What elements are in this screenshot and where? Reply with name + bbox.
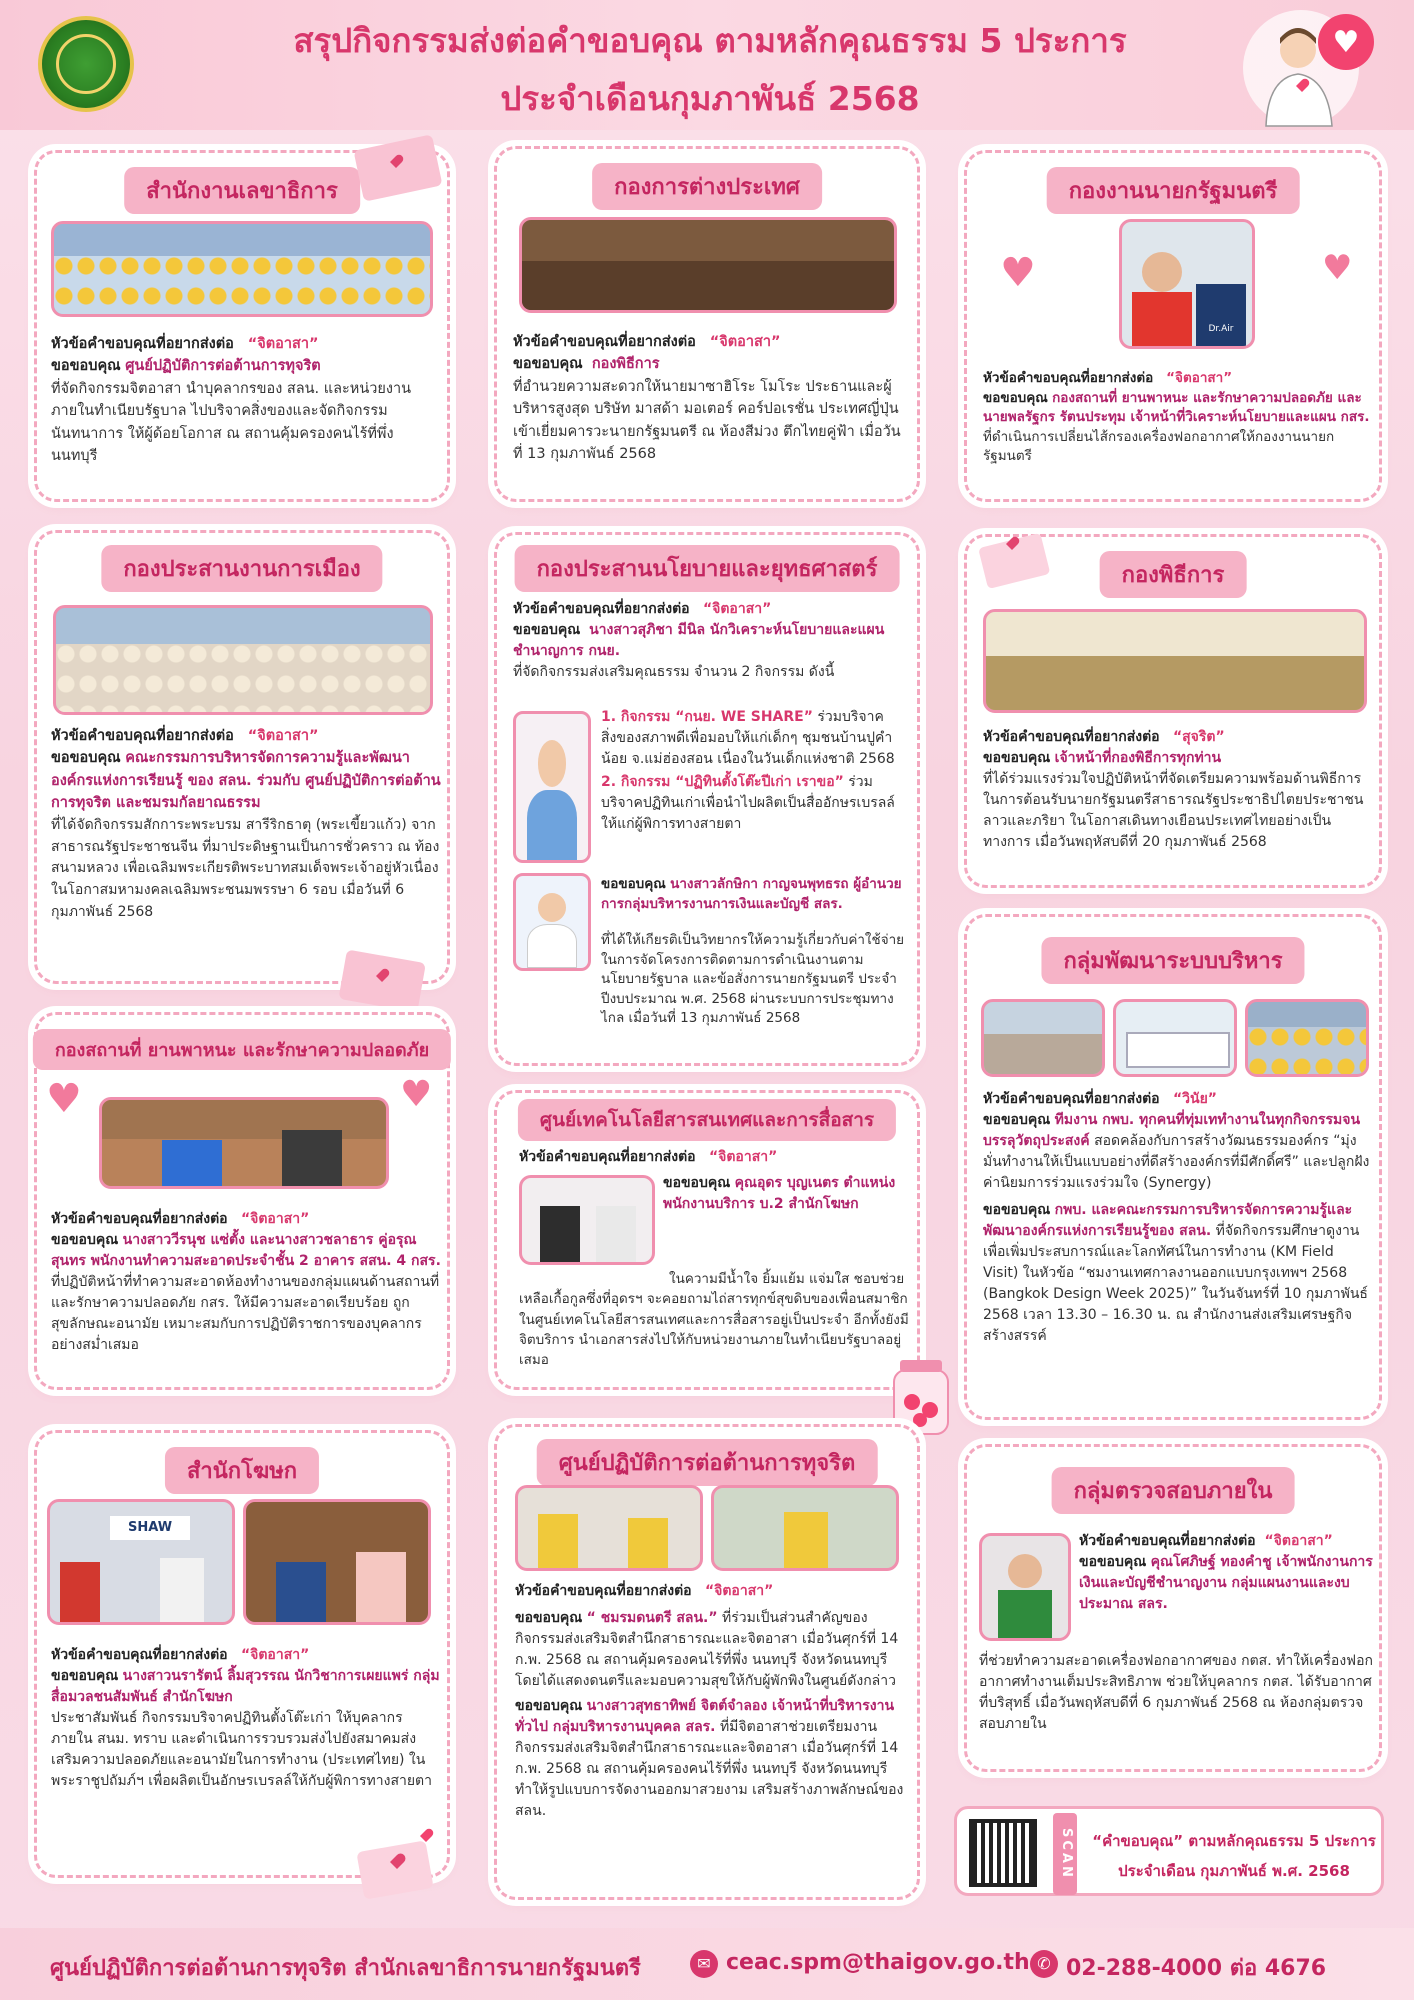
thanks-label: ขอขอบคุณ (513, 356, 583, 373)
topic-label: หัวข้อคำขอบคุณที่อยากส่งต่อ (983, 1091, 1160, 1107)
card-ict (494, 1090, 920, 1390)
heart-icon: ♥ (400, 1074, 433, 1115)
heart-icon: ♥ (1000, 250, 1036, 296)
thanks-to-2: นางสาวสุทธาทิพย์ จิตต์จำลอง เจ้าหน้าที่บริหารงานทั่วไป กลุ่มบริหารงานบุคคล สลร. (515, 1698, 895, 1735)
card-title: กองงานนายกรัฐมนตรี (1047, 167, 1300, 214)
card-premises (34, 1012, 450, 1390)
card-audit (964, 1444, 1382, 1772)
topic-value: “จิตอาสา” (708, 1149, 778, 1165)
thanks-label: ขอขอบคุณ (515, 1698, 583, 1714)
topic-value: “จิตอาสา” (240, 1211, 310, 1227)
portrait-photo (513, 711, 591, 863)
meeting-photo (519, 217, 897, 313)
mail-icon: ✉ (690, 1950, 718, 1978)
heart-icon: ♥ (46, 1076, 82, 1122)
topic-value: “วินัย” (1172, 1091, 1217, 1107)
thanks-to: คณะกรรมการบริหารจัดการความรู้และพัฒนาองค์กรแห่งการเรียนรู้ ของ สลน. ร่วมกับ ศูนย์ปฏิบัติการต่อต้านการทุจริต และชมรมกัลยาณธรรม (51, 750, 441, 812)
item1-body: ร่วมบริจาคสิ่งของสภาพดีเพื่อมอบให้แก่เด็กๆ ชุมชนบ้านปูคำน้อย จ.แม่ฮ่องสอน เนื่องในวันเด็กแห่งชาติ 2568 (601, 709, 895, 767)
topic-label: หัวข้อคำขอบคุณที่อยากส่งต่อ (51, 1211, 228, 1227)
topic-label: หัวข้อคำขอบคุณที่อยากส่งต่อ (1079, 1533, 1256, 1549)
card-secretariat (34, 150, 450, 502)
card-body: ที่จัดกิจกรรมจิตอาสา นำบุคลากรของ สลน. และหน่วยงานภายในทำเนียบรัฐบาล ไปบริจาคสิ่งของและจัดกิจกรรมนันทนาการ ให้ผู้ด้อยโอกาส ณ สถานคุ้มครองคนไร้ที่พึ่ง นนทบุรี (51, 380, 412, 465)
photo-label: Dr.Air (1196, 284, 1246, 348)
topic-value: “จิตอาสา” (704, 1583, 774, 1599)
topic-label: หัวข้อคำขอบคุณที่อยากส่งต่อ (51, 1647, 228, 1663)
card-title: กองประสานงานการเมือง (101, 545, 382, 592)
donation-photo-2 (243, 1499, 431, 1625)
visit-photo-3 (1245, 999, 1369, 1077)
staff-photo (519, 1175, 655, 1265)
topic-label: หัวข้อคำขอบคุณที่อยากส่งต่อ (519, 1149, 696, 1165)
card-body-2: ที่จัดกิจกรรมศึกษาดูงานเพื่อเพิ่มประสบการณ์และโลกทัศน์ในการทำงาน (KM Field Visit) ในหัวข้อ “ชมงานเทศกาลงานออกแบบกรุงเทพฯ 2568 (Bangkok Design Week 2025)” ในวันจันทร์ที่ 10 กุมภาพันธ์ 2568 เวลา 13.30 – 16.30 น. ณ สำนักงานส่งเสริมเศรษฐกิจสร้างสรรค์ (983, 1223, 1368, 1344)
card-title: กลุ่มตรวจสอบภายใน (1052, 1467, 1295, 1514)
card-title: ศูนย์ปฏิบัติการต่อต้านการทุจริต (537, 1439, 878, 1486)
thanks-to-2: นางสาวลักษิกา กาญจนพุทธรถ ผู้อำนวยการกลุ่มบริหารงานการเงินและบัญชี สลร. (601, 876, 902, 912)
thanks-label: ขอขอบคุณ (983, 389, 1048, 406)
ceremony-photo (983, 609, 1367, 713)
thanks-label: ขอขอบคุณ (983, 750, 1051, 766)
footer-email[interactable]: ceac.spm@thaigov.go.th (726, 1950, 1030, 1975)
card-body: ที่ดำเนินการเปลี่ยนไส้กรองเครื่องฟอกอากาศให้กองงานนายกรัฐมนตรี (983, 428, 1335, 465)
card-admin-dev (964, 914, 1382, 1420)
thanks-label: ขอขอบคุณ (51, 358, 121, 375)
thanks-to: นางสาววีรนุช แซ่ตั้ง และนางสาวชลาธาร คู่อรุณสุนทร พนักงานทำความสะอาดประจำชั้น 2 อาคาร สสน. 4 กสร. (51, 1232, 441, 1269)
card-body: ในความมีน้ำใจ ยิ้มแย้ม แจ่มใส ชอบช่วยเหลือเกื้อกูลซึ่งที่อุดรฯ จะคอยถามไถ่สารทุกข์สุขดิบของเพื่อนสมาชิกในศูนย์เทคโนโลยีสารสนเทศและการสื่อสารอยู่เป็นประจำ อีกทั้งยังมีจิตบริการ นำเอกสารส่งไปให้กับหน่วยงานภายในทำเนียบรัฐบาลอยู่เสมอ (519, 1271, 909, 1368)
topic-label: หัวข้อคำขอบคุณที่อยากส่งต่อ (983, 370, 1154, 386)
topic-value: “จิตอาสา” (702, 601, 772, 617)
staff-photo (979, 1533, 1071, 1641)
card-title: กองพิธีการ (1100, 551, 1247, 598)
card-title: ศูนย์เทคโนโลยีสารสนเทศและการสื่อสาร (518, 1099, 896, 1141)
card-body: ที่อำนวยความสะดวกให้นายมาซาฮิโระ โมโระ ประธานและผู้บริหารสูงสุด บริษัท มาสด้า มอเตอร์ คอร์ปอเรชั่น ประเทศญี่ปุ่น เข้าเยี่ยมคารวะนายกรัฐมนตรี ณ ห้องสีม่วง ตึกไทยคู่ฟ้า เมื่อวันที่ 13 กุมภาพันธ์ 2568 (513, 378, 901, 463)
thanks-label: ขอขอบคุณ (601, 876, 666, 892)
donation-photo-1 (47, 1499, 235, 1625)
card-body: ที่ช่วยทำความสะอาดเครื่องฟอกอากาศของ กตส. ทำให้เครื่องฟอกอากาศทำงานเต็มประสิทธิภาพ ช่วยให้บุคลากร กตส. ได้รับอากาศที่บริสุทธิ์ เมื่อวันพฤหัสบดีที่ 6 กุมภาพันธ์ 2568 ณ ห้องกลุ่มตรวจสอบภายใน (979, 1653, 1373, 1732)
thanks-label: ขอขอบคุณ (515, 1610, 583, 1626)
qr-caption-1: “คำขอบคุณ” ตามหลักคุณธรรม 5 ประการ (1092, 1832, 1376, 1850)
footer (0, 1928, 1414, 2000)
topic-label: หัวข้อคำขอบคุณที่อยากส่งต่อ (983, 729, 1160, 745)
card-body-2: ที่มีจิตอาสาช่วยเตรียมงานกิจกรรมส่งเสริมจิตสำนึกสาธารณะและจิตอาสา เมื่อวันศุกร์ที่ 14 ก.พ. 2568 ณ สถานคุ้มครองคนไร้ที่พึ่ง นนทบุรี จังหวัดนนทบุรี ทำให้รูปแบบการจัดงานออกมาสวยงาม เสริมสร้างภาพลักษณ์ของ สลน. (515, 1719, 904, 1819)
topic-value: “สุจริต” (1172, 729, 1225, 745)
card-title: กองประสานนโยบายและยุทธศาสตร์ (515, 545, 900, 592)
card-body: ที่ได้จัดกิจกรรมสักการะพระบรม สารีริกธาตุ (พระเขี้ยวแก้ว) จากสาธารณรัฐประชาชนจีน ที่มาประดิษฐานเป็นการชั่วคราว ณ ท้องสนามหลวง เพื่อเฉลิมพระเกียรติพระบาทสมเด็จพระเจ้าอยู่หัวเนื่องในโอกาสมหามงคลเฉลิมพระชนมพรรษา 6 รอบ เมื่อวันที่ 6 กุมภาพันธ์ 2568 (51, 816, 440, 920)
emblem-icon (38, 16, 134, 112)
item2-title: 2. กิจกรรม “ปฏิทินตั้งโต๊ะปีเก่า เราขอ” (601, 774, 844, 790)
topic-value: “จิตอาสา” (247, 336, 319, 352)
topic-value: “จิตอาสา” (247, 728, 319, 744)
card-title: สำนักงานเลขาธิการ (124, 167, 360, 214)
thanks-to: นางสาวสุภิชา มีนิล นักวิเคราะห์นโยบายและแผนชำนาญการ กนย. (513, 622, 885, 659)
thanks-label: ขอขอบคุณ (51, 1232, 119, 1248)
card-body: ประชาสัมพันธ์ กิจกรรมบริจาคปฏิทินตั้งโต๊ะเก่า ให้บุคลากรภายใน สนม. ทราบ และดำเนินการรวบรวมส่งไปยังสมาคมส่งเสริมความปลอดภัยและอนามัยในการทำงาน (ประเทศไทย) ในพระราชูปถัมภ์ฯ เพื่อผลิตเป็นอักษรเบรลล์ให้กับผู้พิการทางสายตา (51, 1710, 433, 1789)
envelope-icon (350, 1822, 450, 1910)
topic-label: หัวข้อคำขอบคุณที่อยากส่งต่อ (513, 334, 696, 350)
card-body: ที่ร่วมเป็นส่วนสำคัญของกิจกรรมส่งเสริมจิตสำนึกสาธารณะและจิตอาสา เมื่อวันศุกร์ที่ 14 ก.พ. 2568 ณ สถานคุ้มครองคนไร้ที่พึ่ง นนทบุรี จังหวัดนนทบุรี โดยได้แสดงดนตรีและมอบความสุขให้กับผู้พักพิงในศูนย์ดังกล่าว (515, 1610, 899, 1689)
thanks-to: ศูนย์ปฏิบัติการต่อต้านการทุจริต (125, 358, 321, 375)
card-intro: ที่จัดกิจกรรมส่งเสริมคุณธรรม จำนวน 2 กิจกรรม ดังนี้ (513, 664, 835, 680)
page-title: สรุปกิจกรรมส่งต่อคำขอบคุณ ตามหลักคุณธรรม 5 ประการ (293, 21, 1127, 60)
thanks-to-2: กพบ. และคณะกรรมการบริหารจัดการความรู้และพัฒนาองค์กรแห่งการเรียนรู้ของ สลน. (983, 1202, 1353, 1239)
thanks-label: ขอขอบคุณ (663, 1175, 731, 1191)
qr-caption-2: ประจำเดือน กุมภาพันธ์ พ.ศ. 2568 (1118, 1862, 1350, 1880)
thanks-label: ขอขอบคุณ (983, 1202, 1051, 1218)
item1-title: 1. กิจกรรม “กนย. WE SHARE” (601, 709, 813, 725)
card-title: กลุ่มพัฒนาระบบบริหาร (1041, 937, 1304, 984)
envelope-icon (976, 520, 1056, 590)
topic-label: หัวข้อคำขอบคุณที่อยากส่งต่อ (515, 1583, 692, 1599)
phone-icon: ✆ (1030, 1950, 1058, 1978)
volunteer-photo (711, 1485, 899, 1571)
topic-value: “จิตอาสา” (240, 1647, 310, 1663)
thanks-label: ขอขอบคุณ (513, 622, 581, 638)
thanks-label: ขอขอบคุณ (1079, 1554, 1147, 1570)
card-spokesman (34, 1430, 450, 1878)
topic-label: หัวข้อคำขอบคุณที่อยากส่งต่อ (51, 728, 234, 744)
group-photo (53, 605, 433, 715)
footer-org: ศูนย์ปฏิบัติการต่อต้านการทุจริต สำนักเลขาธิการนายกรัฐมนตรี (50, 1956, 641, 1981)
envelope-icon (334, 946, 430, 1016)
card-title: กองการต่างประเทศ (592, 163, 822, 210)
thanks-to: คุณอุดร บุญเนตร ตำแหน่ง พนักงานบริการ บ.2 สำนักโฆษก (663, 1175, 896, 1212)
thanks-to: กองพิธีการ (591, 356, 660, 373)
group-photo (51, 221, 433, 317)
topic-value: “จิตอาสา” (709, 334, 781, 350)
qr-code-icon[interactable] (969, 1819, 1037, 1887)
card-political (34, 530, 450, 984)
footer-phone[interactable]: 02-288-4000 ต่อ 4676 (1066, 1956, 1327, 1981)
photo-label: SHAW (110, 1516, 190, 1540)
card-body-2: ที่ได้ให้เกียรติเป็นวิทยากรให้ความรู้เกี่ยวกับค่าใช้จ่ายในการจัดโครงการติดตามการดำเนินงานตามนโยบายรัฐบาล และข้อสั่งการนายกรัฐมนตรี ประจำปีงบประมาณ พ.ศ. 2568 ผ่านระบบการประชุมทางไกล เมื่อวันที่ 13 กุมภาพันธ์ 2568 (601, 932, 905, 1027)
card-body: สอดคล้องกับการสร้างวัฒนธรรมองค์กร “มุ่งมั่นทำงานให้เป็นแบบอย่างที่ดีสร้างองค์กรที่มีศักดิ์ศรี” และปลูกฝังค่านิยมการร่วมแรงร่วมใจ (Synergy) (983, 1133, 1370, 1191)
page-subtitle: ประจำเดือนกุมภาพันธ์ 2568 (500, 79, 920, 118)
heart-icon: ♥ (1322, 248, 1353, 288)
card-policy (494, 532, 920, 1066)
visit-photo-2 (1113, 999, 1237, 1077)
card-title: สำนักโฆษก (165, 1447, 319, 1494)
music-photo (515, 1485, 703, 1571)
thanks-to: นางสาวนรารัตน์ ลิ้มสุวรรณ นักวิชาการเผยแพร่ กลุ่มสื่อมวลชนสัมพันธ์ สำนักโฆษก (51, 1668, 440, 1705)
qr-panel (954, 1806, 1384, 1896)
staff-photo (1119, 219, 1255, 349)
heart-icon: ♥ (1318, 14, 1374, 70)
topic-label: หัวข้อคำขอบคุณที่อยากส่งต่อ (513, 601, 690, 617)
thanks-to: กองสถานที่ ยานพาหนะ และรักษาความปลอดภัย และ นายพลรัฐกร รัตนประทุม เจ้าหน้าที่วิเคราะห์นโยบายและแผน กสร. (983, 389, 1370, 426)
thanks-to: “ ชมรมดนตรี สลน.” (586, 1610, 718, 1626)
card-body: ที่ปฏิบัติหน้าที่ทำความสะอาดห้องทำงานของกลุ่มแผนด้านสถานที่ และรักษาความปลอดภัย กสร. ให้มีความสะอาดเรียบร้อย ถูกสุขลักษณะอนามัย เหมาะสมกับการปฏิบัติราชการของบุคลากร อย่างสม่ำเสมอ (51, 1274, 440, 1353)
thanks-to: คุณโศภิษฐ์ ทองคำชู เจ้าพนักงานการเงินและบัญชีชำนาญงาน กลุ่มแผนงานและงบประมาณ สลร. (1079, 1554, 1373, 1612)
item2-body: ร่วมบริจาคปฏิทินเก่าเพื่อนำไปผลิตเป็นสื่ออักษรเบรลล์ให้แก่ผู้พิการทางสายตา (601, 774, 895, 832)
card-foreign (494, 146, 920, 502)
card-anticorruption (494, 1424, 920, 1900)
thanks-to: เจ้าหน้าที่กองพิธีการทุกท่าน (1054, 750, 1222, 766)
portrait-photo (513, 873, 591, 971)
card-body: ที่ได้ร่วมแรงร่วมใจปฏิบัติหน้าที่จัดเตรียมความพร้อมด้านพิธีการในการต้อนรับนายกรัฐมนตรีสาธารณรัฐประชาธิปไตยประชาชนลาวและภริยา ในโอกาสเดินทางเยือนประเทศไทยอย่างเป็นทางการ เมื่อวันพฤหัสบดีที่ 20 กุมภาพันธ์ 2568 (983, 771, 1364, 850)
visit-photo-1 (981, 999, 1105, 1077)
topic-value: “จิตอาสา” (1264, 1533, 1333, 1549)
thanks-label: ขอขอบคุณ (983, 1112, 1051, 1128)
topic-label: หัวข้อคำขอบคุณที่อยากส่งต่อ (51, 336, 234, 352)
envelope-icon (350, 132, 446, 202)
thanks-label: ขอขอบคุณ (51, 750, 121, 767)
thanks-label: ขอขอบคุณ (51, 1668, 119, 1684)
staff-photo (99, 1097, 389, 1189)
scan-label: SCAN (1053, 1813, 1077, 1895)
card-pm-office (964, 150, 1382, 502)
thanks-to: ทีมงาน กพบ. ทุกคนที่ทุ่มเททำงานในทุกกิจกรรมจนบรรลุวัตถุประสงค์ (983, 1112, 1361, 1149)
topic-value: “จิตอาสา” (1166, 370, 1233, 386)
card-title: กองสถานที่ ยานพาหนะ และรักษาความปลอดภัย (33, 1029, 451, 1070)
